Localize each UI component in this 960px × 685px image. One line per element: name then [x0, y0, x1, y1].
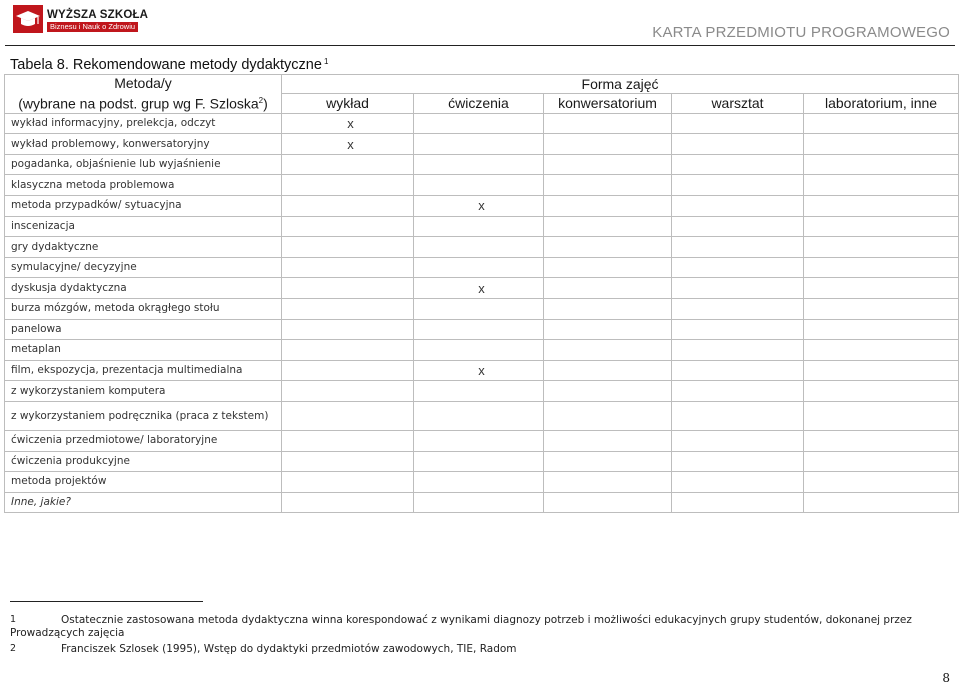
mark-cell-laboratory	[804, 299, 959, 320]
method-name-cell: ćwiczenia produkcyjne	[5, 451, 282, 472]
school-logo	[13, 4, 149, 34]
mark-cell-laboratory	[804, 154, 959, 175]
method-name-cell: ćwiczenia przedmiotowe/ laboratoryjne	[5, 430, 282, 451]
mark-cell-exercises	[414, 237, 544, 258]
mark-cell-laboratory	[804, 196, 959, 217]
table-row	[5, 319, 959, 340]
method-name-cell: wykład informacyjny, prelekcja, odczyt	[5, 113, 282, 134]
mark-cell-conversatory	[544, 472, 672, 493]
mark-cell-conversatory	[544, 492, 672, 513]
mark-cell-workshop	[672, 360, 804, 381]
footnote-1-text: Ostatecznie zastosowana metoda dydaktyczna winna korespondować z wynikami diagnozy potrzeb i możliwości edukacyjnych grupy studentów, dokonanej przez	[61, 614, 912, 626]
mark-cell-lecture	[282, 278, 414, 299]
mark-cell-workshop	[672, 237, 804, 258]
mark-cell-lecture	[282, 216, 414, 237]
mark-cell-lecture	[282, 257, 414, 278]
mark-cell-conversatory	[544, 299, 672, 320]
footnote-2-number: 2	[10, 643, 17, 654]
method-name-cell: z wykorzystaniem podręcznika (praca z tekstem)	[5, 401, 282, 430]
mortarboard-icon	[13, 5, 43, 33]
method-header-line1: Metoda/y	[114, 75, 172, 91]
method-name-cell: z wykorzystaniem komputera	[5, 381, 282, 402]
mark-cell-laboratory	[804, 381, 959, 402]
footnote-ref-1[interactable]: 1	[323, 57, 329, 66]
mark-cell-workshop	[672, 299, 804, 320]
mark-cell-laboratory	[804, 216, 959, 237]
mark-cell-laboratory	[804, 451, 959, 472]
mark-cell-lecture	[282, 472, 414, 493]
mark-cell-conversatory	[544, 134, 672, 155]
mark-cell-exercises	[414, 299, 544, 320]
method-name-cell: pogadanka, objaśnienie lub wyjaśnienie	[5, 154, 282, 175]
mark-cell-workshop	[672, 492, 804, 513]
logo-subtitle: Biznesu i Nauk o Zdrowiu	[47, 22, 138, 32]
mark-cell-workshop	[672, 472, 804, 493]
mark-cell-exercises: x	[414, 278, 544, 299]
method-name-cell: metoda przypadków/ sytuacyjna	[5, 196, 282, 217]
mark-cell-lecture	[282, 175, 414, 196]
mark-cell-conversatory	[544, 319, 672, 340]
mark-cell-workshop	[672, 381, 804, 402]
footnote-ref-2[interactable]: 2	[258, 96, 264, 105]
mark-cell-conversatory	[544, 175, 672, 196]
method-column-header	[5, 75, 282, 114]
table-row	[5, 257, 959, 278]
mark-cell-conversatory	[544, 196, 672, 217]
mark-cell-lecture	[282, 319, 414, 340]
logo-name: WYŻSZA SZKOŁA	[47, 9, 149, 21]
mark-cell-lecture	[282, 299, 414, 320]
column-header-lecture: wykład	[282, 94, 414, 113]
mark-cell-conversatory	[544, 360, 672, 381]
method-name-cell: Inne, jakie?	[5, 492, 282, 513]
method-name-cell: film, ekspozycja, prezentacja multimedialna	[5, 360, 282, 381]
table-row	[5, 237, 959, 258]
mark-cell-exercises	[414, 430, 544, 451]
mark-cell-laboratory	[804, 340, 959, 361]
mark-cell-laboratory	[804, 113, 959, 134]
method-name-cell: dyskusja dydaktyczna	[5, 278, 282, 299]
mark-cell-laboratory	[804, 175, 959, 196]
mark-cell-exercises	[414, 134, 544, 155]
page-number: 8	[942, 671, 950, 685]
method-name-cell: metoda projektów	[5, 472, 282, 493]
mark-cell-lecture	[282, 401, 414, 430]
column-header-workshop: warsztat	[672, 94, 804, 113]
mark-cell-exercises	[414, 257, 544, 278]
mark-cell-workshop	[672, 113, 804, 134]
mark-cell-conversatory	[544, 216, 672, 237]
mark-cell-workshop	[672, 257, 804, 278]
table-row	[5, 299, 959, 320]
mark-cell-workshop	[672, 278, 804, 299]
document-title: KARTA PRZEDMIOTU PROGRAMOWEGO	[652, 24, 950, 41]
methods-table-body	[5, 113, 959, 513]
forms-header: Forma zajęć	[282, 75, 959, 94]
method-header-text: (wybrane na podst. grup wg F. Szloska	[18, 95, 259, 112]
header-divider	[5, 45, 955, 46]
mark-cell-conversatory	[544, 401, 672, 430]
mark-cell-laboratory	[804, 319, 959, 340]
mark-cell-exercises	[414, 451, 544, 472]
mark-cell-conversatory	[544, 451, 672, 472]
column-header-conversatory: konwersatorium	[544, 94, 672, 113]
mark-cell-lecture	[282, 360, 414, 381]
mark-cell-workshop	[672, 401, 804, 430]
method-name-cell: panelowa	[5, 319, 282, 340]
mark-cell-exercises: x	[414, 196, 544, 217]
footnote-1-number: 1	[10, 614, 17, 625]
method-name-cell: symulacyjne/ decyzyjne	[5, 257, 282, 278]
method-name-cell: burza mózgów, metoda okrągłego stołu	[5, 299, 282, 320]
mark-cell-exercises	[414, 319, 544, 340]
mark-cell-lecture	[282, 451, 414, 472]
mark-cell-exercises	[414, 492, 544, 513]
mark-cell-lecture	[282, 237, 414, 258]
mark-cell-exercises	[414, 113, 544, 134]
mark-cell-workshop	[672, 175, 804, 196]
mark-cell-laboratory	[804, 237, 959, 258]
table-row	[5, 472, 959, 493]
mark-cell-lecture	[282, 154, 414, 175]
mark-cell-exercises	[414, 472, 544, 493]
mark-cell-lecture	[282, 430, 414, 451]
mark-cell-workshop	[672, 451, 804, 472]
column-header-exercises: ćwiczenia	[414, 94, 544, 113]
table-row	[5, 360, 959, 381]
mark-cell-laboratory	[804, 472, 959, 493]
mark-cell-conversatory	[544, 257, 672, 278]
mark-cell-conversatory	[544, 113, 672, 134]
mark-cell-workshop	[672, 216, 804, 237]
mark-cell-workshop	[672, 134, 804, 155]
method-name-cell: inscenizacja	[5, 216, 282, 237]
footnote-divider	[10, 601, 203, 602]
method-name-cell: wykład problemowy, konwersatoryjny	[5, 134, 282, 155]
table-row	[5, 216, 959, 237]
mark-cell-laboratory	[804, 278, 959, 299]
mark-cell-workshop	[672, 430, 804, 451]
mark-cell-conversatory	[544, 154, 672, 175]
table-row	[5, 340, 959, 361]
mark-cell-lecture	[282, 381, 414, 402]
mark-cell-lecture: x	[282, 134, 414, 155]
mark-cell-workshop	[672, 340, 804, 361]
methods-table	[4, 74, 959, 513]
mark-cell-exercises	[414, 340, 544, 361]
mark-cell-lecture: x	[282, 113, 414, 134]
table-caption	[10, 57, 328, 73]
table-caption-text: Tabela 8. Rekomendowane metody dydaktyczne	[10, 57, 322, 73]
mark-cell-conversatory	[544, 278, 672, 299]
mark-cell-workshop	[672, 154, 804, 175]
mark-cell-exercises: x	[414, 360, 544, 381]
mark-cell-lecture	[282, 492, 414, 513]
mark-cell-conversatory	[544, 237, 672, 258]
mark-cell-exercises	[414, 401, 544, 430]
mark-cell-laboratory	[804, 257, 959, 278]
mark-cell-laboratory	[804, 401, 959, 430]
table-row	[5, 278, 959, 299]
mark-cell-conversatory	[544, 430, 672, 451]
mark-cell-lecture	[282, 340, 414, 361]
method-name-cell: gry dydaktyczne	[5, 237, 282, 258]
mark-cell-exercises	[414, 381, 544, 402]
mark-cell-laboratory	[804, 360, 959, 381]
footnote-1-continuation: Prowadzących zajęcia	[10, 627, 125, 639]
table-row	[5, 154, 959, 175]
column-header-laboratory: laboratorium, inne	[804, 94, 959, 113]
mark-cell-workshop	[672, 319, 804, 340]
table-row	[5, 430, 959, 451]
mark-cell-conversatory	[544, 340, 672, 361]
mark-cell-exercises	[414, 175, 544, 196]
mark-cell-laboratory	[804, 430, 959, 451]
mark-cell-laboratory	[804, 134, 959, 155]
mark-cell-exercises	[414, 216, 544, 237]
table-row	[5, 175, 959, 196]
table-row	[5, 381, 959, 402]
table-row	[5, 492, 959, 513]
table-row	[5, 401, 959, 430]
mark-cell-lecture	[282, 196, 414, 217]
method-header-line2	[5, 92, 281, 113]
table-row	[5, 113, 959, 134]
method-name-cell: klasyczna metoda problemowa	[5, 175, 282, 196]
table-row	[5, 451, 959, 472]
mark-cell-conversatory	[544, 381, 672, 402]
mark-cell-exercises	[414, 154, 544, 175]
footnote-2-text: Franciszek Szlosek (1995), Wstęp do dydaktyki przedmiotów zawodowych, TIE, Radom	[61, 643, 517, 655]
table-row	[5, 134, 959, 155]
mark-cell-laboratory	[804, 492, 959, 513]
table-row	[5, 196, 959, 217]
method-name-cell: metaplan	[5, 340, 282, 361]
mark-cell-workshop	[672, 196, 804, 217]
method-header-close: )	[263, 95, 268, 112]
